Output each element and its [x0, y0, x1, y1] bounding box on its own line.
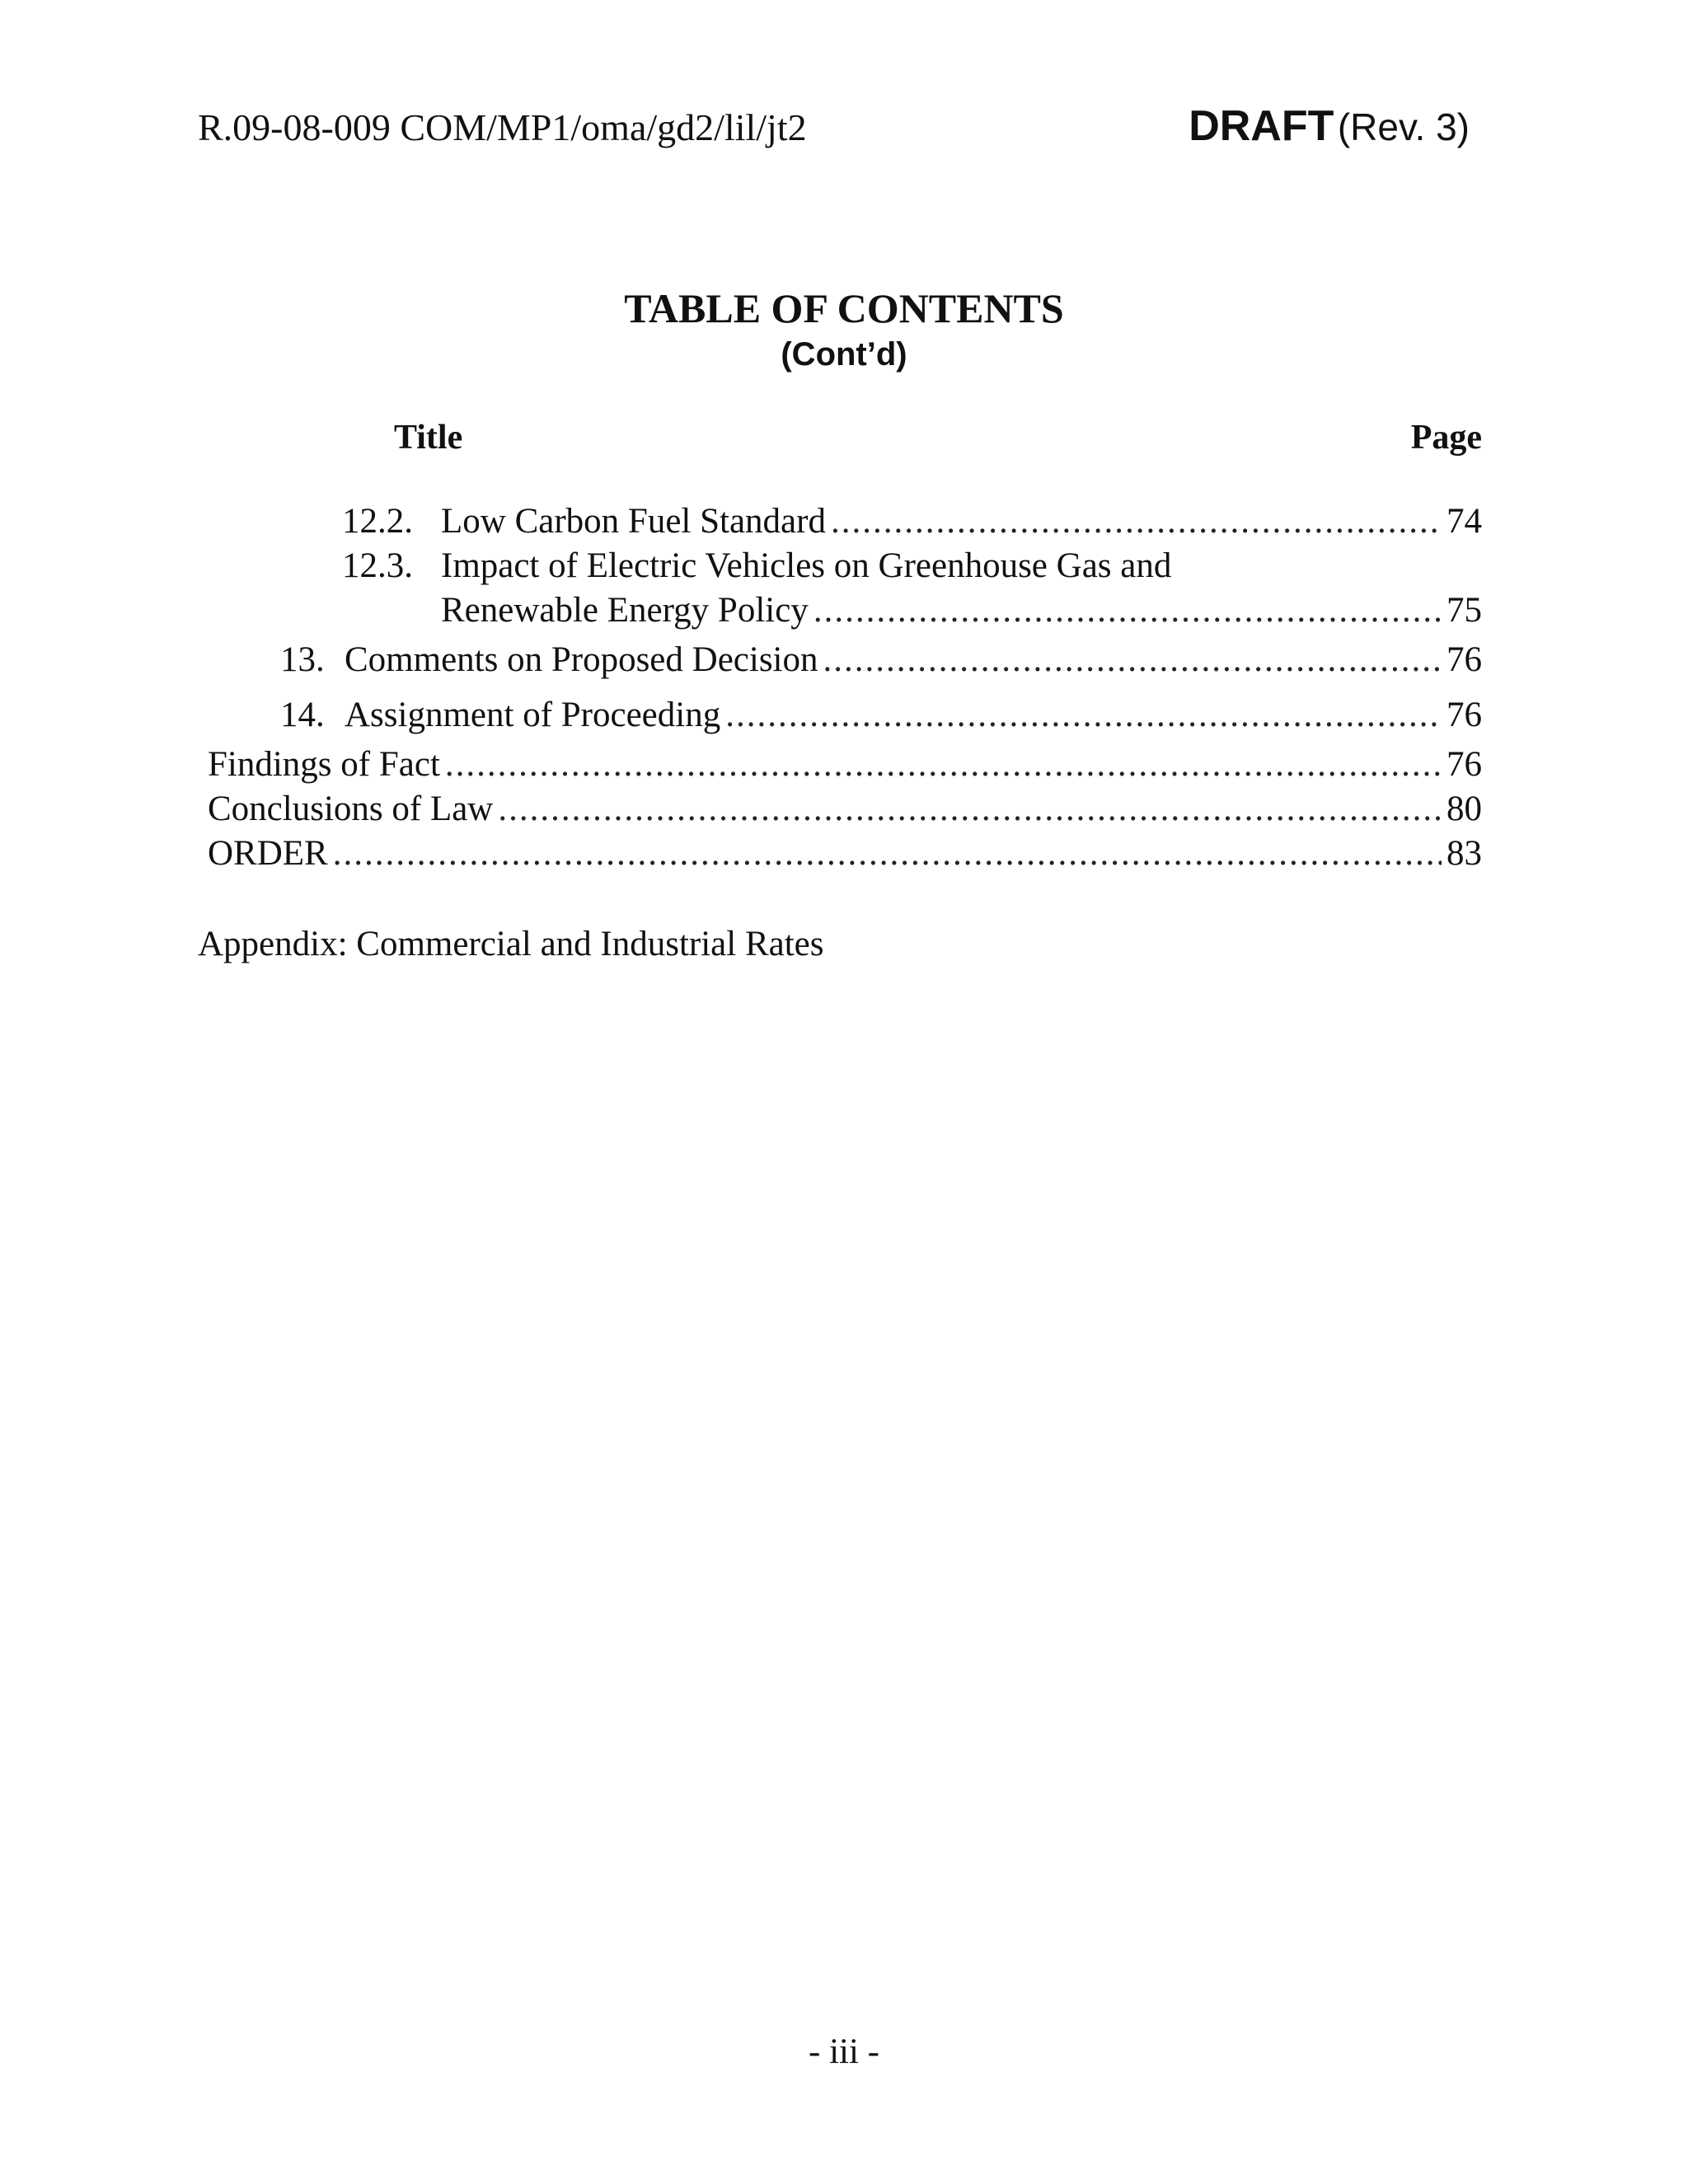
toc-entry-text: Low Carbon Fuel Standard: [441, 502, 826, 541]
toc-entry-text: Renewable Energy Policy: [441, 591, 809, 630]
appendix-line: Appendix: Commercial and Industrial Rates: [198, 925, 824, 963]
toc-entry-13[interactable]: [280, 637, 1482, 683]
toc-entry-order[interactable]: [208, 831, 1482, 877]
toc-entry-page: 76: [1447, 745, 1482, 784]
column-header-page: Page: [1410, 419, 1482, 457]
toc-entry-page: 76: [1447, 640, 1482, 679]
toc-entry-12-2[interactable]: [342, 499, 1482, 545]
draft-word: DRAFT: [1189, 102, 1334, 150]
toc-entry-12-3-line2[interactable]: [441, 588, 1482, 634]
toc-leader-dots: [823, 637, 1442, 683]
toc-entry-12-3-line1[interactable]: [342, 543, 1171, 589]
toc-entry-conclusions-of-law[interactable]: [208, 786, 1482, 832]
toc-entry-number: 12.2.: [342, 502, 413, 541]
toc-entry-page: 74: [1447, 502, 1482, 541]
toc-entry-page: 75: [1447, 591, 1482, 630]
toc-entry-text: Comments on Proposed Decision: [345, 640, 818, 679]
toc-entry-page: 83: [1447, 834, 1482, 873]
toc-leader-dots: [498, 786, 1442, 832]
toc-entry-page: 80: [1447, 790, 1482, 828]
page-subtitle: (Cont’d): [781, 336, 907, 373]
toc-entry-page: 76: [1447, 696, 1482, 734]
draft-label: [1189, 97, 1470, 166]
toc-leader-dots: [831, 499, 1442, 545]
toc-leader-dots: [725, 692, 1442, 738]
page-title: TABLE OF CONTENTS: [624, 285, 1064, 331]
toc-entry-number: 13.: [280, 640, 325, 679]
page-number: - iii -: [809, 2032, 879, 2071]
toc-entry-14[interactable]: [280, 692, 1482, 738]
toc-entry-number: 12.3.: [342, 546, 413, 585]
toc-entry-findings-of-fact[interactable]: [208, 742, 1482, 788]
toc-leader-dots: [445, 742, 1442, 788]
toc-entry-number: 14.: [280, 696, 325, 734]
document-id: R.09-08-009 COM/MP1/oma/gd2/lil/jt2: [198, 106, 807, 148]
toc-entry-text: ORDER: [208, 834, 328, 873]
toc-entry-text: Findings of Fact: [208, 745, 440, 784]
toc-entry-text: Impact of Electric Vehicles on Greenhouse Gas and: [441, 546, 1172, 585]
toc-entry-text: Conclusions of Law: [208, 790, 494, 828]
toc-leader-dots: [333, 831, 1442, 877]
revision-label: (Rev. 3): [1337, 105, 1470, 148]
column-header-title: Title: [394, 419, 463, 457]
toc-leader-dots: [814, 588, 1442, 634]
toc-entry-text: Assignment of Proceeding: [345, 696, 721, 734]
